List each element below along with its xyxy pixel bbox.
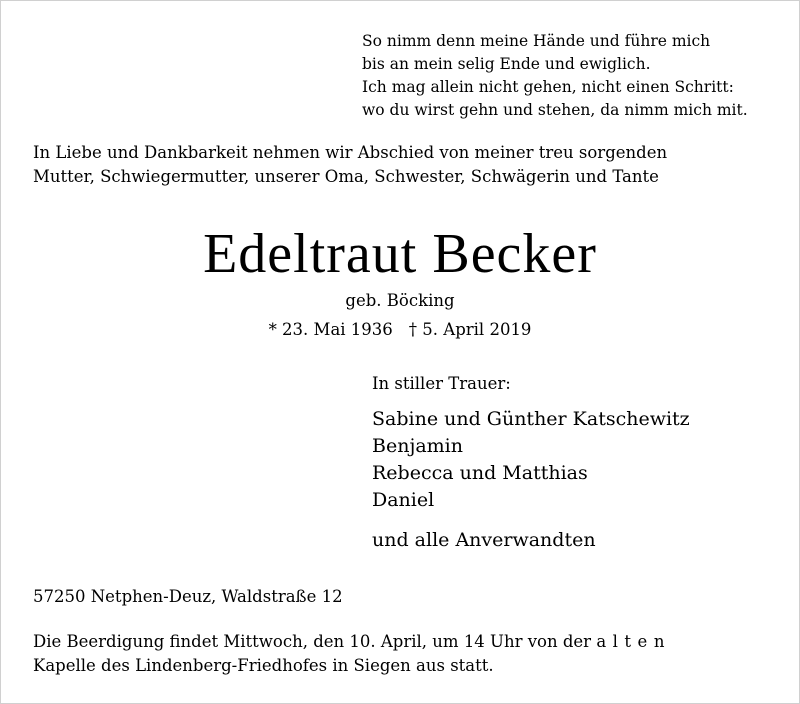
intro-text bbox=[33, 141, 667, 189]
funeral-details bbox=[33, 630, 671, 678]
life-dates bbox=[0, 318, 800, 342]
poem-line: bis an mein selig Ende und ewiglich. bbox=[362, 55, 651, 73]
mourner-name: Sabine und Günther Katschewitz bbox=[372, 408, 690, 430]
death-date: † 5. April 2019 bbox=[408, 320, 532, 339]
poem-line: So nimm denn meine Hände und führe mich bbox=[362, 32, 711, 50]
mourner-name: Rebecca und Matthias bbox=[372, 462, 588, 484]
funeral-spaced-word: alten bbox=[596, 632, 671, 651]
maiden-name: geb. Böcking bbox=[345, 291, 455, 310]
funeral-line-2: Kapelle des Lindenberg-Friedhofes in Siegen aus statt. bbox=[33, 656, 494, 675]
funeral-text: Die Beerdigung findet Mittwoch, den 10. April, um 14 Uhr von der bbox=[33, 632, 597, 651]
relatives-line: und alle Anverwandten bbox=[372, 529, 596, 551]
mourners-list bbox=[372, 406, 690, 514]
funeral-line-1 bbox=[33, 630, 671, 654]
address: 57250 Netphen-Deuz, Waldstraße 12 bbox=[33, 587, 343, 606]
poem-verse bbox=[362, 30, 748, 122]
poem-line: Ich mag allein nicht gehen, nicht einen Schritt: bbox=[362, 78, 734, 96]
intro-line: In Liebe und Dankbarkeit nehmen wir Abschied von meiner treu sorgenden bbox=[33, 143, 668, 162]
mourner-name: Benjamin bbox=[372, 435, 463, 457]
birth-date: * 23. Mai 1936 bbox=[268, 320, 393, 339]
intro-line: Mutter, Schwiegermutter, unserer Oma, Schwester, Schwägerin und Tante bbox=[33, 167, 659, 186]
deceased-name: Edeltraut Becker bbox=[203, 223, 597, 285]
poem-line: wo du wirst gehn und stehen, da nimm mich mit. bbox=[362, 101, 748, 119]
mourning-heading: In stiller Trauer: bbox=[372, 374, 511, 393]
mourner-name: Daniel bbox=[372, 489, 435, 511]
